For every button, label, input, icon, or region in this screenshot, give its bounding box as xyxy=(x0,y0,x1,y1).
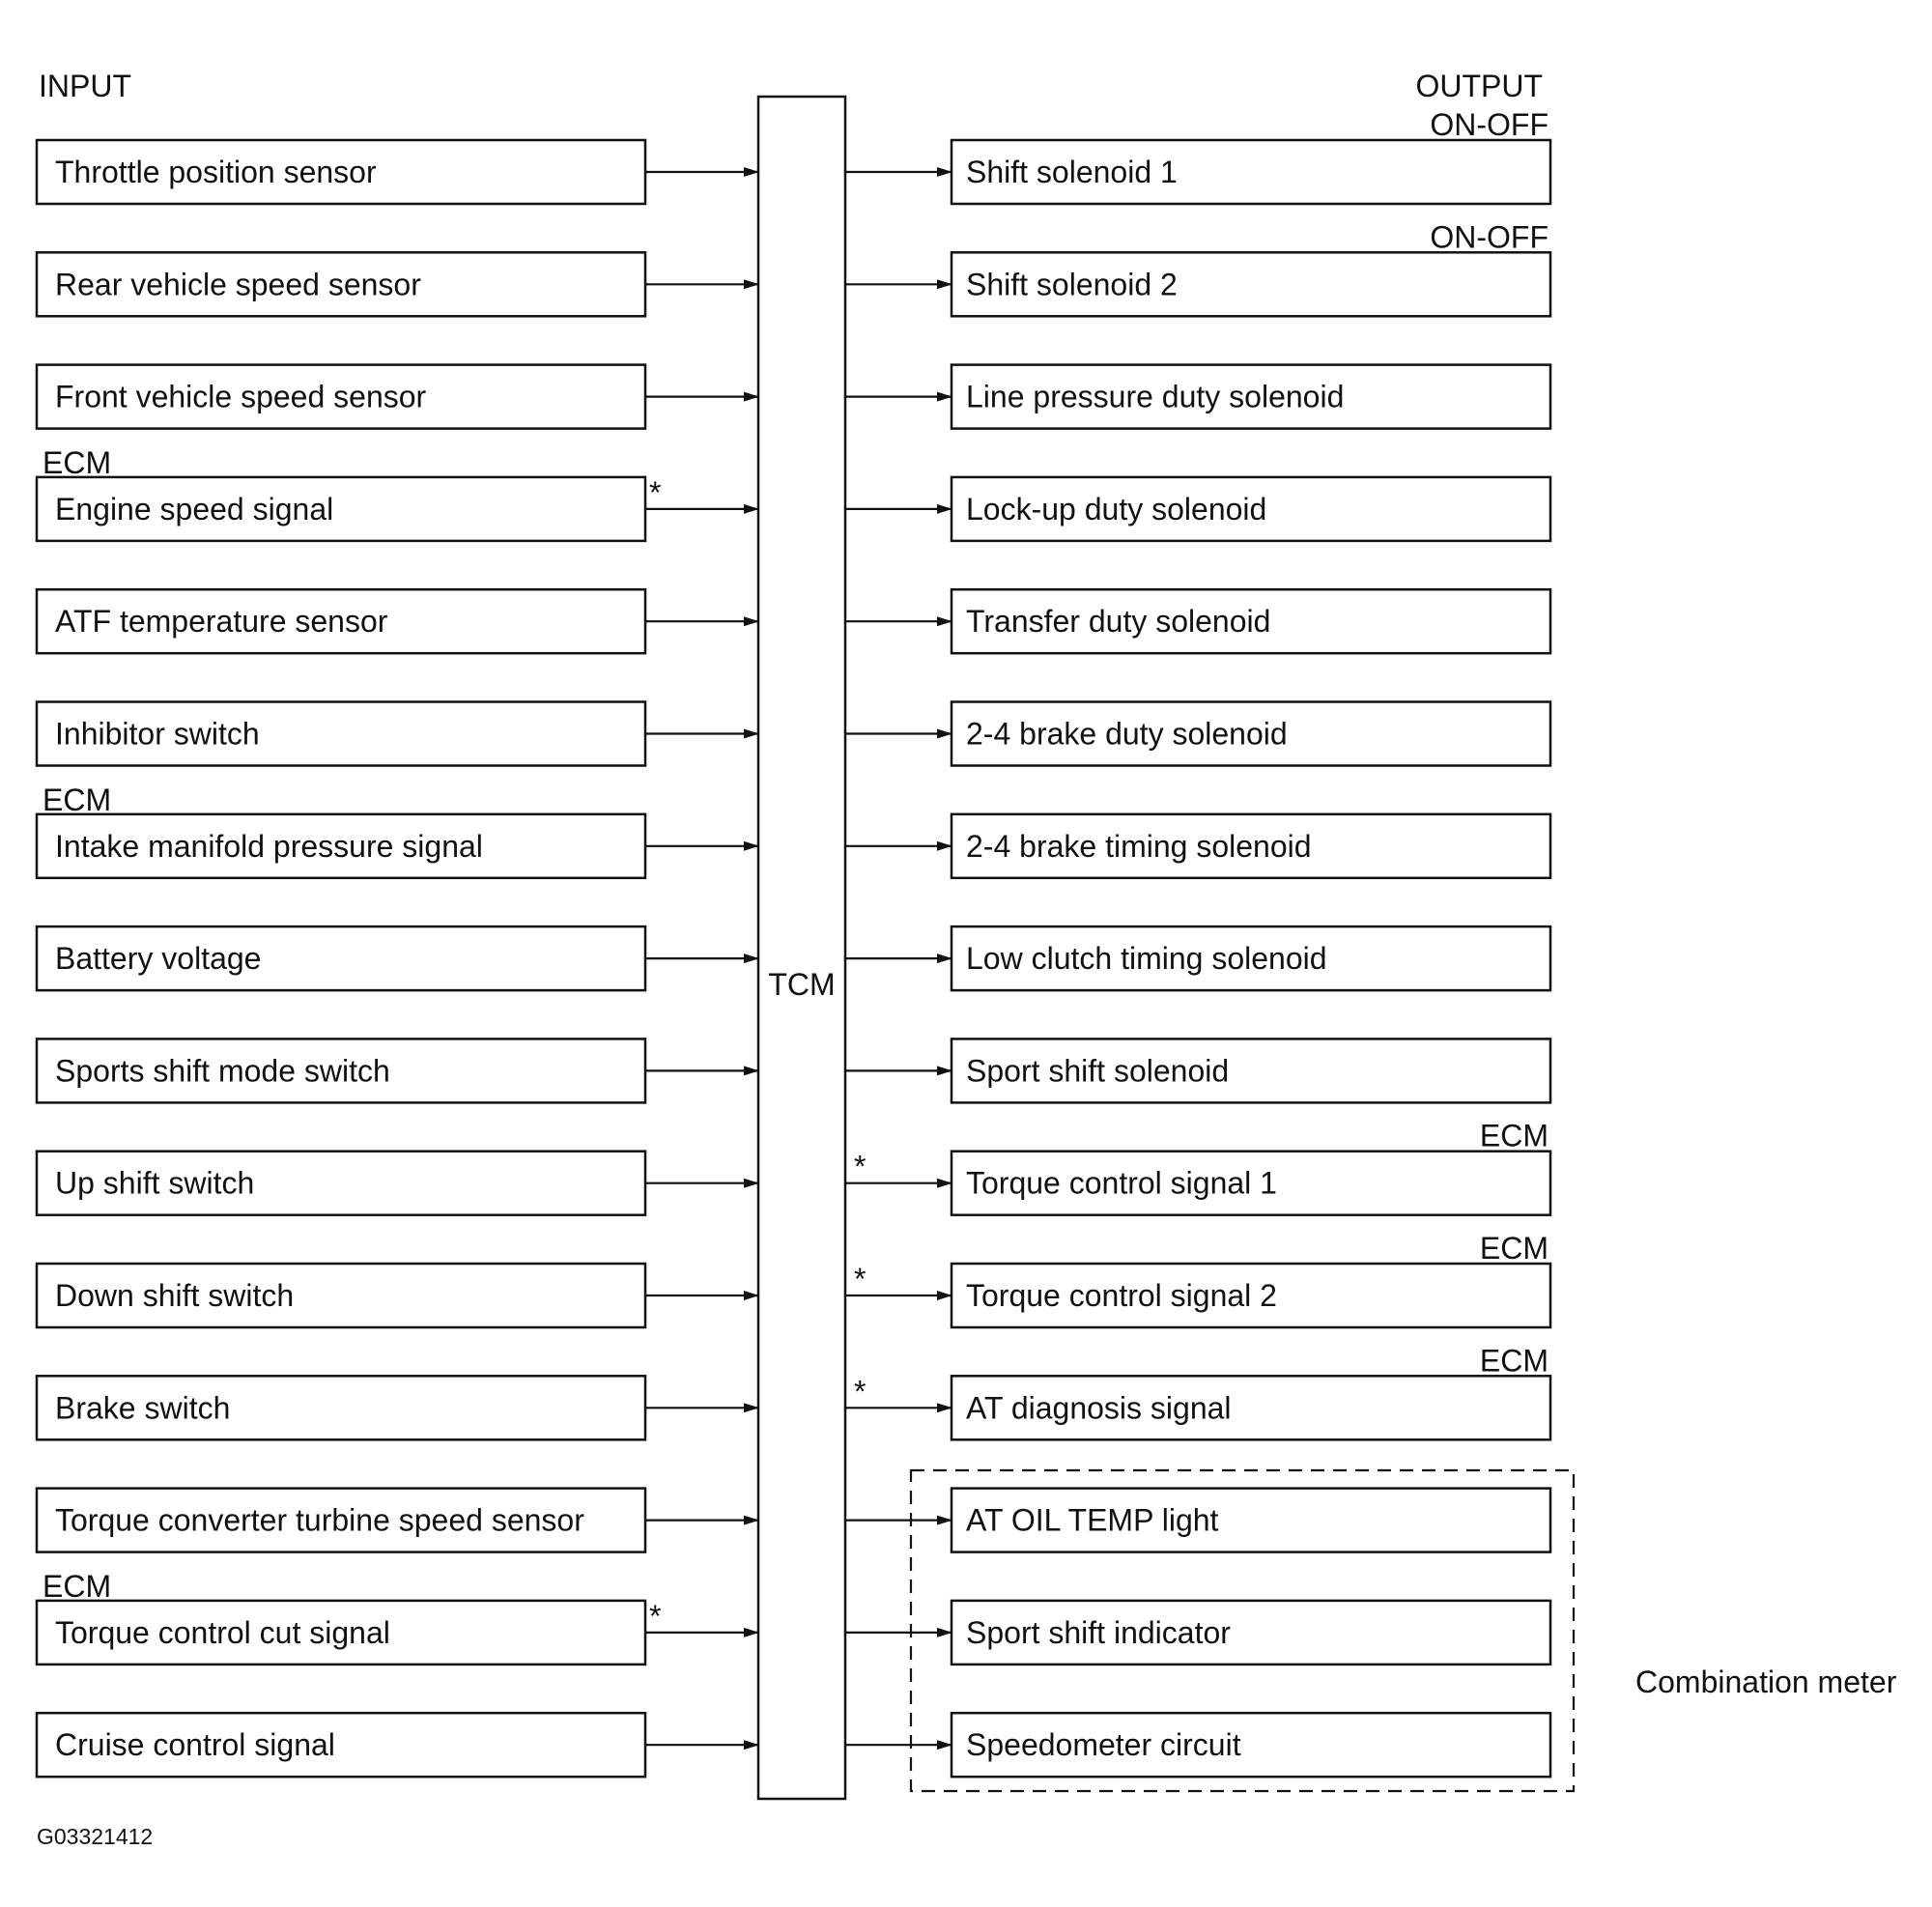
output-item xyxy=(845,1489,1550,1552)
output-star-marker: * xyxy=(854,1149,867,1184)
input-item xyxy=(37,252,758,316)
input-label: ATF temperature sensor xyxy=(55,604,388,640)
input-item xyxy=(37,589,758,653)
input-item xyxy=(37,1264,758,1327)
input-label: Cruise control signal xyxy=(55,1727,335,1763)
output-label: Sport shift indicator xyxy=(966,1614,1231,1650)
output-item xyxy=(845,589,1550,653)
output-note-label: ON-OFF xyxy=(1430,107,1548,142)
input-label: Sports shift mode switch xyxy=(55,1053,390,1089)
input-star-marker: * xyxy=(649,1598,662,1634)
output-label: Shift solenoid 2 xyxy=(966,267,1178,302)
figure-code: G03321412 xyxy=(37,1824,154,1849)
tcm-block xyxy=(758,97,845,1799)
input-item xyxy=(37,1569,758,1665)
output-item xyxy=(845,814,1550,878)
output-label: AT diagnosis signal xyxy=(966,1390,1232,1426)
output-signals xyxy=(845,107,1550,1777)
output-label: Low clutch timing solenoid xyxy=(966,941,1327,977)
input-item xyxy=(37,365,758,429)
input-label: Brake switch xyxy=(55,1390,231,1426)
input-signals xyxy=(37,140,758,1777)
input-item xyxy=(37,1152,758,1215)
input-label: Engine speed signal xyxy=(55,491,334,527)
input-label: Inhibitor switch xyxy=(55,716,260,752)
combination-meter-label: Combination meter xyxy=(1635,1665,1897,1699)
input-label: Torque converter turbine speed sensor xyxy=(55,1502,584,1538)
input-item xyxy=(37,1713,758,1777)
input-item xyxy=(37,1039,758,1102)
output-item xyxy=(845,1039,1550,1102)
input-label: Down shift switch xyxy=(55,1278,295,1313)
output-note-label: ON-OFF xyxy=(1430,219,1548,255)
input-item xyxy=(37,140,758,204)
output-label: Speedometer circuit xyxy=(966,1727,1241,1763)
input-label: Torque control cut signal xyxy=(55,1614,390,1650)
output-item xyxy=(845,702,1550,766)
tcm-label: TCM xyxy=(768,967,836,1002)
output-item xyxy=(845,107,1550,204)
input-source-label: ECM xyxy=(43,1568,112,1604)
input-item xyxy=(37,1376,758,1439)
output-item xyxy=(845,1601,1550,1665)
output-item xyxy=(845,926,1550,990)
input-source-label: ECM xyxy=(43,782,112,817)
output-item xyxy=(845,1343,1550,1439)
output-label: Sport shift solenoid xyxy=(966,1053,1230,1089)
output-label: Torque control signal 2 xyxy=(966,1278,1277,1313)
output-item xyxy=(845,1713,1550,1777)
input-header: INPUT xyxy=(39,69,131,103)
output-note-label: ECM xyxy=(1479,1231,1548,1266)
input-label: Rear vehicle speed sensor xyxy=(55,267,421,302)
output-label: Lock-up duty solenoid xyxy=(966,491,1267,527)
output-item xyxy=(845,365,1550,429)
input-source-label: ECM xyxy=(43,444,112,480)
output-item xyxy=(845,1231,1550,1327)
output-note-label: ECM xyxy=(1479,1118,1548,1153)
output-label: Transfer duty solenoid xyxy=(966,604,1271,640)
input-item xyxy=(37,783,758,878)
output-note-label: ECM xyxy=(1479,1343,1548,1379)
input-item xyxy=(37,1489,758,1552)
input-label: Throttle position sensor xyxy=(55,155,377,189)
input-label: Intake manifold pressure signal xyxy=(55,828,483,864)
input-label: Up shift switch xyxy=(55,1165,255,1201)
output-star-marker: * xyxy=(854,1262,867,1296)
output-item xyxy=(845,477,1550,541)
output-label: 2-4 brake duty solenoid xyxy=(966,716,1288,752)
output-label: Shift solenoid 1 xyxy=(966,155,1178,189)
input-star-marker: * xyxy=(649,474,662,510)
input-item xyxy=(37,926,758,990)
input-label: Front vehicle speed sensor xyxy=(55,379,427,414)
output-label: Line pressure duty solenoid xyxy=(966,379,1345,414)
output-label: 2-4 brake timing solenoid xyxy=(966,828,1312,864)
output-item xyxy=(845,1119,1550,1215)
input-item xyxy=(37,445,758,541)
output-label: AT OIL TEMP light xyxy=(966,1502,1219,1538)
output-star-marker: * xyxy=(854,1374,867,1409)
input-item xyxy=(37,702,758,766)
output-item xyxy=(845,219,1550,316)
output-header: OUTPUT xyxy=(1415,69,1543,103)
input-label: Battery voltage xyxy=(55,941,262,977)
output-label: Torque control signal 1 xyxy=(966,1165,1277,1201)
